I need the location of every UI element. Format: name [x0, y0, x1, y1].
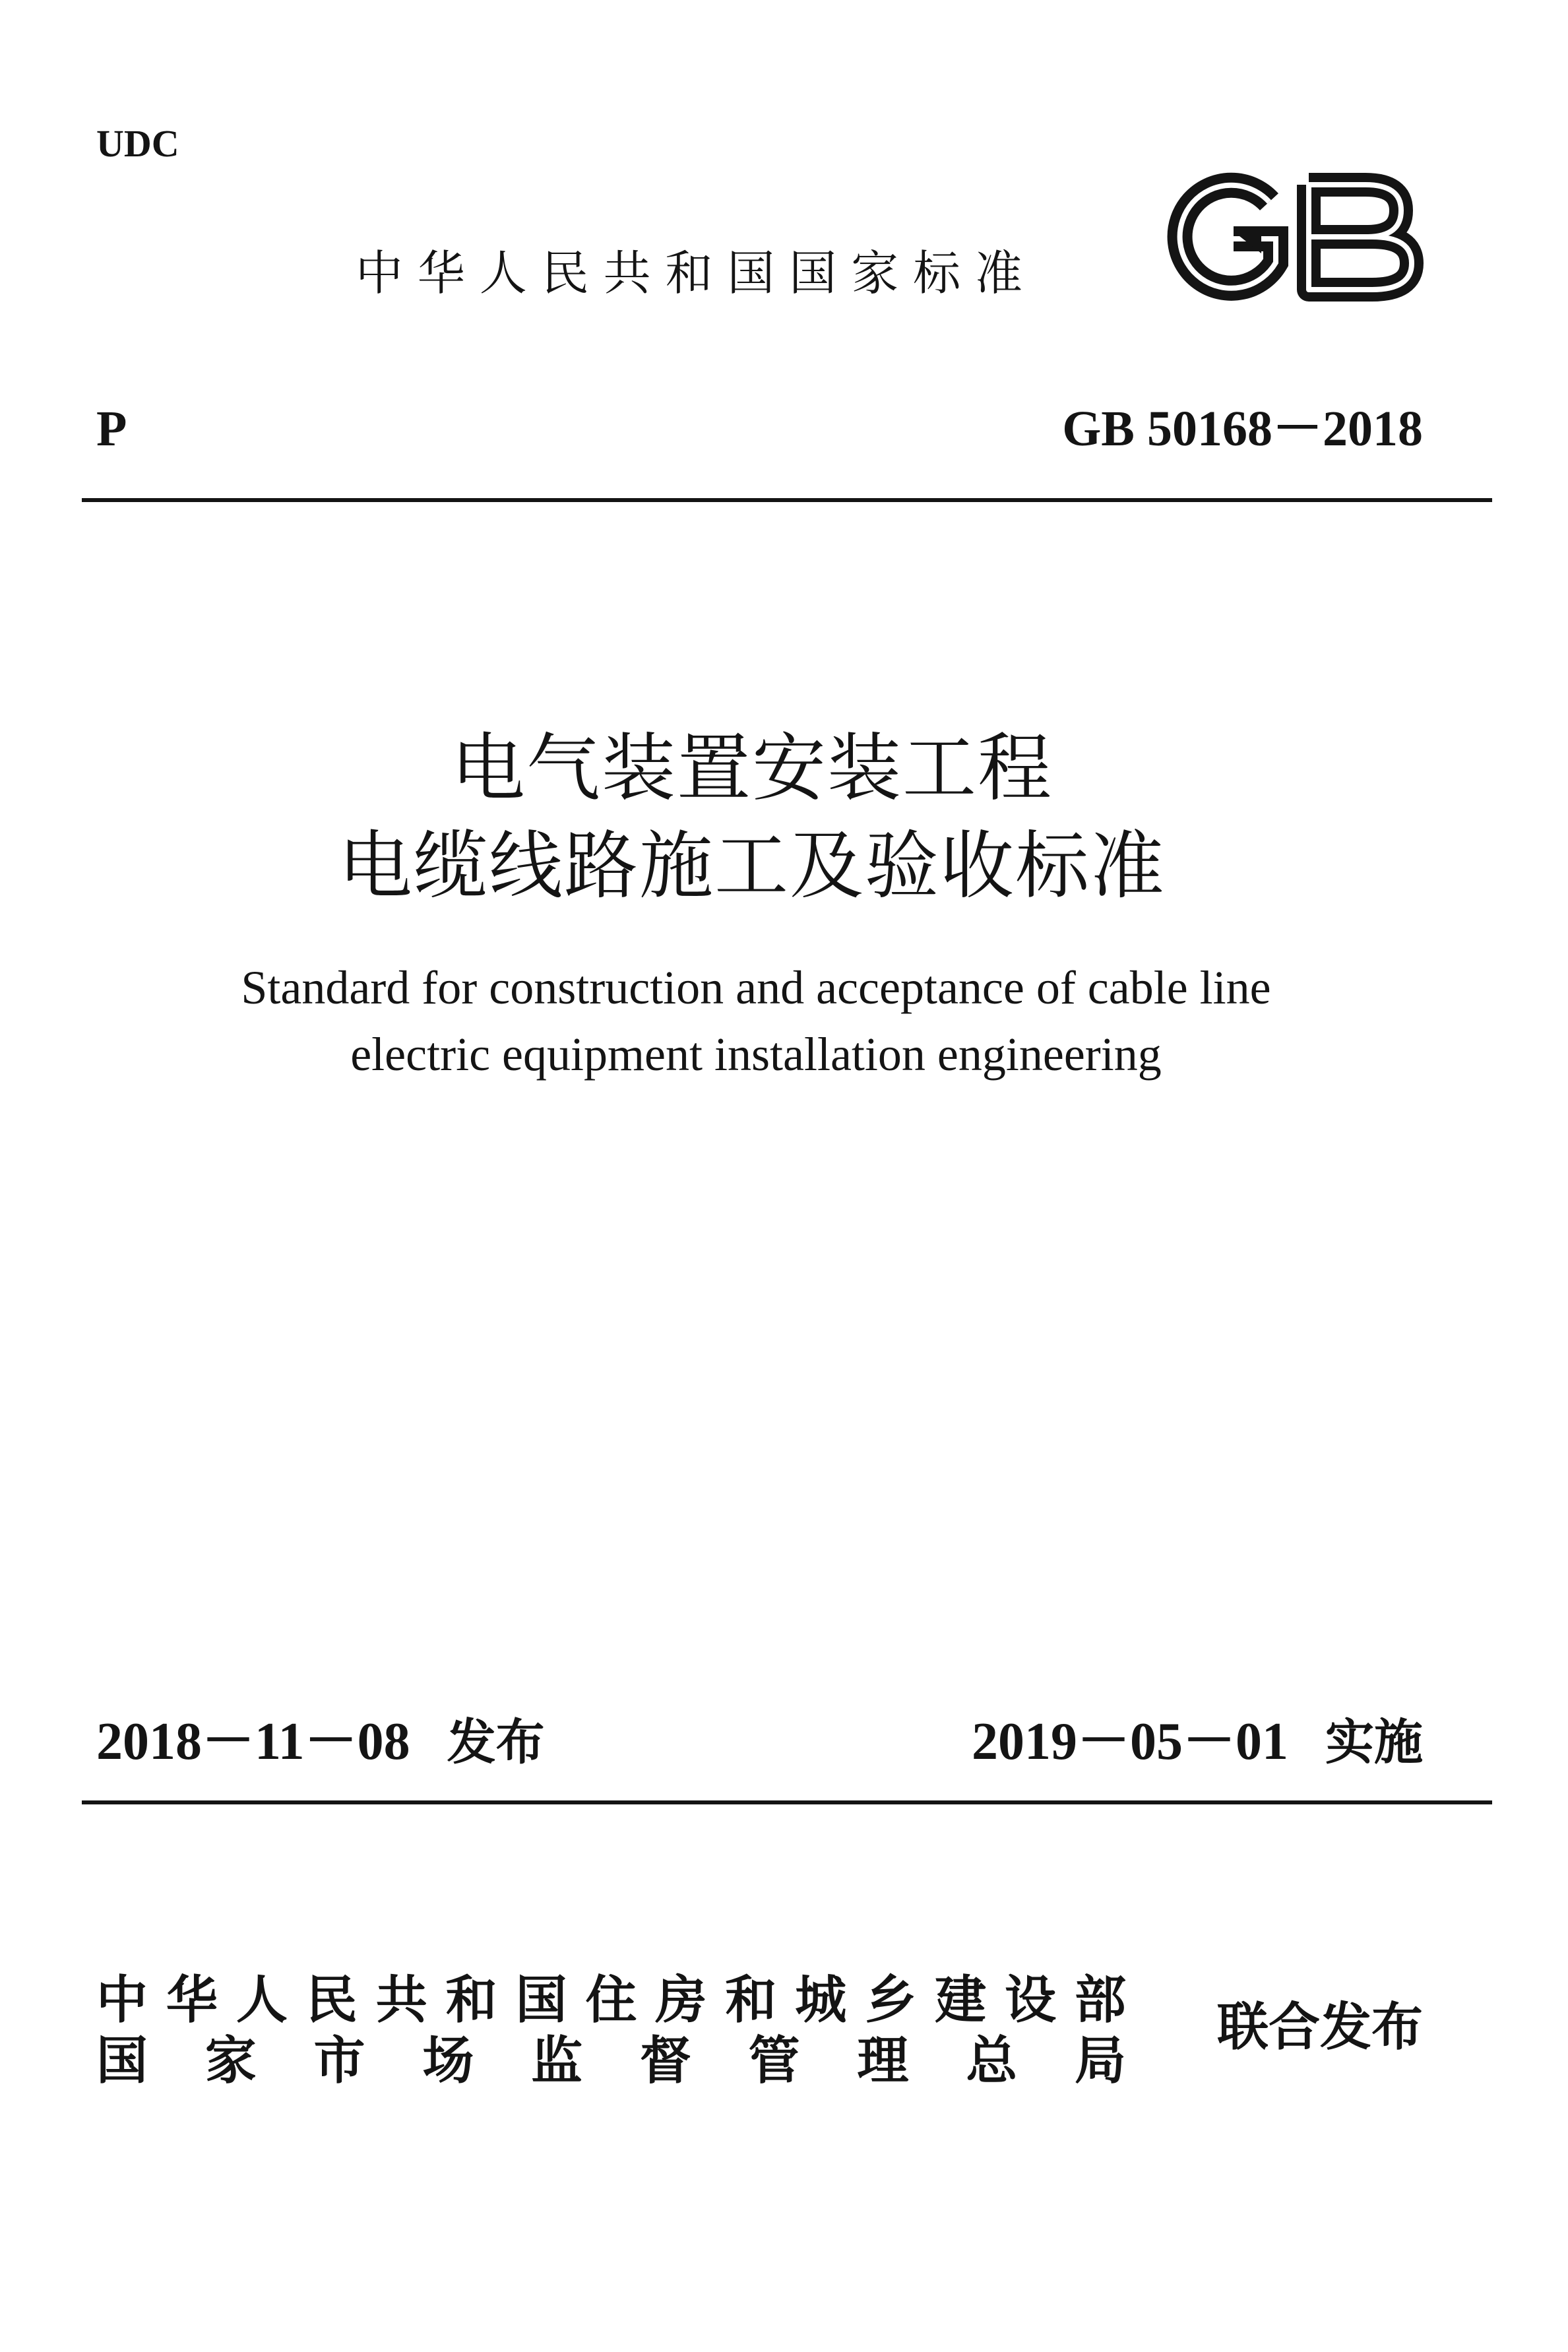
issue-label: 发布	[447, 1714, 545, 1771]
implement-label: 实施	[1325, 1714, 1423, 1771]
top-divider	[82, 498, 1492, 502]
national-standard-heading: 中华人民共和国国家标准	[356, 245, 1022, 301]
gb-logo-icon	[1156, 170, 1426, 304]
udc-label: UDC	[96, 122, 179, 165]
joint-publish-label: 联合发布	[1216, 1998, 1423, 2057]
title-en-line-1: Standard for construction and acceptance of cable line	[241, 961, 1271, 1014]
standard-number: GB 50168－2018	[1062, 401, 1423, 457]
issuer-line-1: 中华人民共和国住房和城乡建设部	[96, 1971, 1126, 2030]
title-en-line-2: electric equipment installation engineering	[350, 1028, 1162, 1081]
issue-date: 2018－11－08	[96, 1713, 410, 1771]
implement-date: 2019－05－01	[972, 1713, 1288, 1771]
bottom-divider	[82, 1800, 1492, 1804]
implement-date-block	[972, 1710, 1423, 1774]
title-zh-line-2: 电缆线路施工及验收标准	[338, 823, 1166, 909]
category-code: P	[96, 401, 127, 457]
issue-date-block	[96, 1710, 545, 1774]
title-zh-line-1: 电气装置安装工程	[451, 726, 1053, 811]
issuer-line-2: 国家市场监督管理总局	[96, 2031, 1126, 2091]
